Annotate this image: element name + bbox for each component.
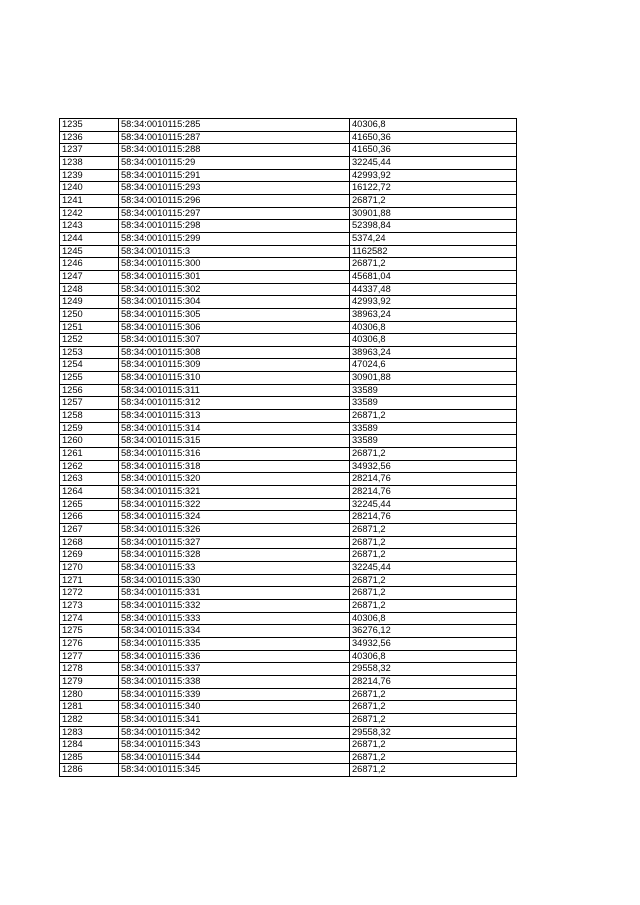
row-number-cell: 1257: [60, 397, 119, 410]
row-number-cell: 1277: [60, 650, 119, 663]
table-row: [60, 384, 517, 397]
value-cell: 47024,6: [350, 359, 517, 372]
table-row: [60, 220, 517, 233]
table-row: [60, 650, 517, 663]
row-number-cell: 1240: [60, 182, 119, 195]
cadastral-number-cell: 58:34:0010115:330: [119, 574, 350, 587]
cadastral-number-cell: 58:34:0010115:312: [119, 397, 350, 410]
cadastral-number-cell: 58:34:0010115:339: [119, 688, 350, 701]
table-row: [60, 688, 517, 701]
cadastral-number-cell: 58:34:0010115:337: [119, 663, 350, 676]
value-cell: 33589: [350, 397, 517, 410]
table-row: [60, 194, 517, 207]
table-row: [60, 726, 517, 739]
cadastral-number-cell: 58:34:0010115:307: [119, 334, 350, 347]
table-row: [60, 283, 517, 296]
row-number-cell: 1275: [60, 625, 119, 638]
value-cell: 26871,2: [350, 751, 517, 764]
row-number-cell: 1252: [60, 334, 119, 347]
row-number-cell: 1273: [60, 599, 119, 612]
row-number-cell: 1253: [60, 346, 119, 359]
cadastral-number-cell: 58:34:0010115:298: [119, 220, 350, 233]
value-cell: 26871,2: [350, 410, 517, 423]
cadastral-number-cell: 58:34:0010115:343: [119, 739, 350, 752]
row-number-cell: 1249: [60, 296, 119, 309]
row-number-cell: 1241: [60, 194, 119, 207]
cadastral-number-cell: 58:34:0010115:344: [119, 751, 350, 764]
cadastral-number-cell: 58:34:0010115:313: [119, 410, 350, 423]
row-number-cell: 1235: [60, 119, 119, 132]
value-cell: 26871,2: [350, 258, 517, 271]
value-cell: 38963,24: [350, 308, 517, 321]
cadastral-number-cell: 58:34:0010115:285: [119, 119, 350, 132]
cadastral-number-cell: 58:34:0010115:299: [119, 232, 350, 245]
row-number-cell: 1267: [60, 524, 119, 537]
value-cell: 28214,76: [350, 486, 517, 499]
cadastral-number-cell: 58:34:0010115:335: [119, 637, 350, 650]
value-cell: 26871,2: [350, 536, 517, 549]
value-cell: 34932,56: [350, 460, 517, 473]
value-cell: 1162582: [350, 245, 517, 258]
table-row: [60, 131, 517, 144]
cadastral-number-cell: 58:34:0010115:314: [119, 422, 350, 435]
table-row: [60, 625, 517, 638]
row-number-cell: 1261: [60, 448, 119, 461]
row-number-cell: 1244: [60, 232, 119, 245]
row-number-cell: 1286: [60, 764, 119, 777]
row-number-cell: 1250: [60, 308, 119, 321]
row-number-cell: 1283: [60, 726, 119, 739]
value-cell: 26871,2: [350, 574, 517, 587]
row-number-cell: 1265: [60, 498, 119, 511]
table-row: [60, 536, 517, 549]
table-row: [60, 524, 517, 537]
row-number-cell: 1279: [60, 675, 119, 688]
cadastral-number-cell: 58:34:0010115:296: [119, 194, 350, 207]
table-row: [60, 207, 517, 220]
value-cell: 36276,12: [350, 625, 517, 638]
cadastral-number-cell: 58:34:0010115:308: [119, 346, 350, 359]
row-number-cell: 1248: [60, 283, 119, 296]
table-row: [60, 764, 517, 777]
value-cell: 26871,2: [350, 701, 517, 714]
cadastral-number-cell: 58:34:0010115:297: [119, 207, 350, 220]
value-cell: 30901,88: [350, 372, 517, 385]
table-row: [60, 169, 517, 182]
table-row: [60, 334, 517, 347]
row-number-cell: 1255: [60, 372, 119, 385]
row-number-cell: 1278: [60, 663, 119, 676]
table-row: [60, 701, 517, 714]
cadastral-number-cell: 58:34:0010115:324: [119, 511, 350, 524]
table-row: [60, 182, 517, 195]
table-row: [60, 296, 517, 309]
value-cell: 40306,8: [350, 334, 517, 347]
value-cell: 42993,92: [350, 296, 517, 309]
table-row: [60, 245, 517, 258]
value-cell: 26871,2: [350, 764, 517, 777]
table-row: [60, 511, 517, 524]
row-number-cell: 1254: [60, 359, 119, 372]
row-number-cell: 1256: [60, 384, 119, 397]
table-row: [60, 460, 517, 473]
value-cell: 33589: [350, 435, 517, 448]
row-number-cell: 1281: [60, 701, 119, 714]
value-cell: 26871,2: [350, 713, 517, 726]
cadastral-number-cell: 58:34:0010115:326: [119, 524, 350, 537]
row-number-cell: 1258: [60, 410, 119, 423]
cadastral-number-cell: 58:34:0010115:342: [119, 726, 350, 739]
row-number-cell: 1263: [60, 473, 119, 486]
value-cell: 40306,8: [350, 650, 517, 663]
table-row: [60, 713, 517, 726]
cadastral-number-cell: 58:34:0010115:338: [119, 675, 350, 688]
table-row: [60, 561, 517, 574]
cadastral-number-cell: 58:34:0010115:340: [119, 701, 350, 714]
value-cell: 16122,72: [350, 182, 517, 195]
cadastral-number-cell: 58:34:0010115:328: [119, 549, 350, 562]
row-number-cell: 1285: [60, 751, 119, 764]
value-cell: 28214,76: [350, 511, 517, 524]
value-cell: 28214,76: [350, 473, 517, 486]
value-cell: 26871,2: [350, 549, 517, 562]
table-row: [60, 435, 517, 448]
value-cell: 30901,88: [350, 207, 517, 220]
cadastral-number-cell: 58:34:0010115:310: [119, 372, 350, 385]
row-number-cell: 1276: [60, 637, 119, 650]
value-cell: 52398,84: [350, 220, 517, 233]
table-row: [60, 258, 517, 271]
table-row: [60, 448, 517, 461]
row-number-cell: 1270: [60, 561, 119, 574]
row-number-cell: 1242: [60, 207, 119, 220]
row-number-cell: 1266: [60, 511, 119, 524]
value-cell: 5374,24: [350, 232, 517, 245]
row-number-cell: 1259: [60, 422, 119, 435]
value-cell: 32245,44: [350, 156, 517, 169]
value-cell: 32245,44: [350, 561, 517, 574]
table-row: [60, 675, 517, 688]
cadastral-number-cell: 58:34:0010115:311: [119, 384, 350, 397]
table-row: [60, 599, 517, 612]
value-cell: 29558,32: [350, 726, 517, 739]
value-cell: 41650,36: [350, 144, 517, 157]
cadastral-number-cell: 58:34:0010115:320: [119, 473, 350, 486]
value-cell: 28214,76: [350, 675, 517, 688]
cadastral-number-cell: 58:34:0010115:291: [119, 169, 350, 182]
cadastral-number-cell: 58:34:0010115:322: [119, 498, 350, 511]
table-row: [60, 663, 517, 676]
value-cell: 32245,44: [350, 498, 517, 511]
table-row: [60, 549, 517, 562]
cadastral-number-cell: 58:34:0010115:332: [119, 599, 350, 612]
table-row: [60, 321, 517, 334]
cadastral-number-cell: 58:34:0010115:309: [119, 359, 350, 372]
cadastral-number-cell: 58:34:0010115:315: [119, 435, 350, 448]
row-number-cell: 1238: [60, 156, 119, 169]
row-number-cell: 1245: [60, 245, 119, 258]
value-cell: 45681,04: [350, 270, 517, 283]
table-row: [60, 270, 517, 283]
row-number-cell: 1272: [60, 587, 119, 600]
table-row: [60, 372, 517, 385]
table-row: [60, 498, 517, 511]
row-number-cell: 1251: [60, 321, 119, 334]
value-cell: 40306,8: [350, 612, 517, 625]
value-cell: 42993,92: [350, 169, 517, 182]
value-cell: 38963,24: [350, 346, 517, 359]
cadastral-number-cell: 58:34:0010115:287: [119, 131, 350, 144]
cadastral-number-cell: 58:34:0010115:304: [119, 296, 350, 309]
table-row: [60, 473, 517, 486]
table-row: [60, 574, 517, 587]
cadastral-number-cell: 58:34:0010115:318: [119, 460, 350, 473]
value-cell: 44337,48: [350, 283, 517, 296]
row-number-cell: 1284: [60, 739, 119, 752]
row-number-cell: 1237: [60, 144, 119, 157]
row-number-cell: 1271: [60, 574, 119, 587]
cadastral-number-cell: 58:34:0010115:331: [119, 587, 350, 600]
table-row: [60, 359, 517, 372]
table-row: [60, 612, 517, 625]
value-cell: 26871,2: [350, 524, 517, 537]
cadastral-number-cell: 58:34:0010115:302: [119, 283, 350, 296]
table-row: [60, 232, 517, 245]
value-cell: 26871,2: [350, 448, 517, 461]
cadastral-number-cell: 58:34:0010115:300: [119, 258, 350, 271]
table-row: [60, 587, 517, 600]
row-number-cell: 1268: [60, 536, 119, 549]
value-cell: 26871,2: [350, 688, 517, 701]
row-number-cell: 1280: [60, 688, 119, 701]
value-cell: 26871,2: [350, 194, 517, 207]
row-number-cell: 1246: [60, 258, 119, 271]
value-cell: 33589: [350, 384, 517, 397]
table-row: [60, 637, 517, 650]
table-row: [60, 751, 517, 764]
cadastral-number-cell: 58:34:0010115:333: [119, 612, 350, 625]
table-row: [60, 119, 517, 132]
value-cell: 26871,2: [350, 587, 517, 600]
table-body: [60, 119, 517, 777]
cadastral-number-cell: 58:34:0010115:336: [119, 650, 350, 663]
value-cell: 40306,8: [350, 119, 517, 132]
cadastral-number-cell: 58:34:0010115:306: [119, 321, 350, 334]
cadastral-number-cell: 58:34:0010115:3: [119, 245, 350, 258]
data-table: [59, 118, 517, 777]
value-cell: 26871,2: [350, 599, 517, 612]
row-number-cell: 1269: [60, 549, 119, 562]
cadastral-number-cell: 58:34:0010115:293: [119, 182, 350, 195]
table-row: [60, 144, 517, 157]
cadastral-number-cell: 58:34:0010115:33: [119, 561, 350, 574]
cadastral-number-cell: 58:34:0010115:288: [119, 144, 350, 157]
cadastral-number-cell: 58:34:0010115:316: [119, 448, 350, 461]
table-row: [60, 308, 517, 321]
value-cell: 33589: [350, 422, 517, 435]
table-row: [60, 486, 517, 499]
value-cell: 40306,8: [350, 321, 517, 334]
table-row: [60, 422, 517, 435]
cadastral-number-cell: 58:34:0010115:321: [119, 486, 350, 499]
table-row: [60, 397, 517, 410]
value-cell: 41650,36: [350, 131, 517, 144]
value-cell: 29558,32: [350, 663, 517, 676]
row-number-cell: 1260: [60, 435, 119, 448]
row-number-cell: 1236: [60, 131, 119, 144]
cadastral-number-cell: 58:34:0010115:345: [119, 764, 350, 777]
row-number-cell: 1264: [60, 486, 119, 499]
row-number-cell: 1239: [60, 169, 119, 182]
table-row: [60, 156, 517, 169]
value-cell: 26871,2: [350, 739, 517, 752]
row-number-cell: 1247: [60, 270, 119, 283]
row-number-cell: 1262: [60, 460, 119, 473]
row-number-cell: 1243: [60, 220, 119, 233]
value-cell: 34932,56: [350, 637, 517, 650]
table-row: [60, 739, 517, 752]
row-number-cell: 1274: [60, 612, 119, 625]
cadastral-number-cell: 58:34:0010115:341: [119, 713, 350, 726]
cadastral-number-cell: 58:34:0010115:334: [119, 625, 350, 638]
cadastral-number-cell: 58:34:0010115:327: [119, 536, 350, 549]
row-number-cell: 1282: [60, 713, 119, 726]
cadastral-number-cell: 58:34:0010115:305: [119, 308, 350, 321]
table-row: [60, 346, 517, 359]
table-row: [60, 410, 517, 423]
cadastral-number-cell: 58:34:0010115:29: [119, 156, 350, 169]
cadastral-number-cell: 58:34:0010115:301: [119, 270, 350, 283]
